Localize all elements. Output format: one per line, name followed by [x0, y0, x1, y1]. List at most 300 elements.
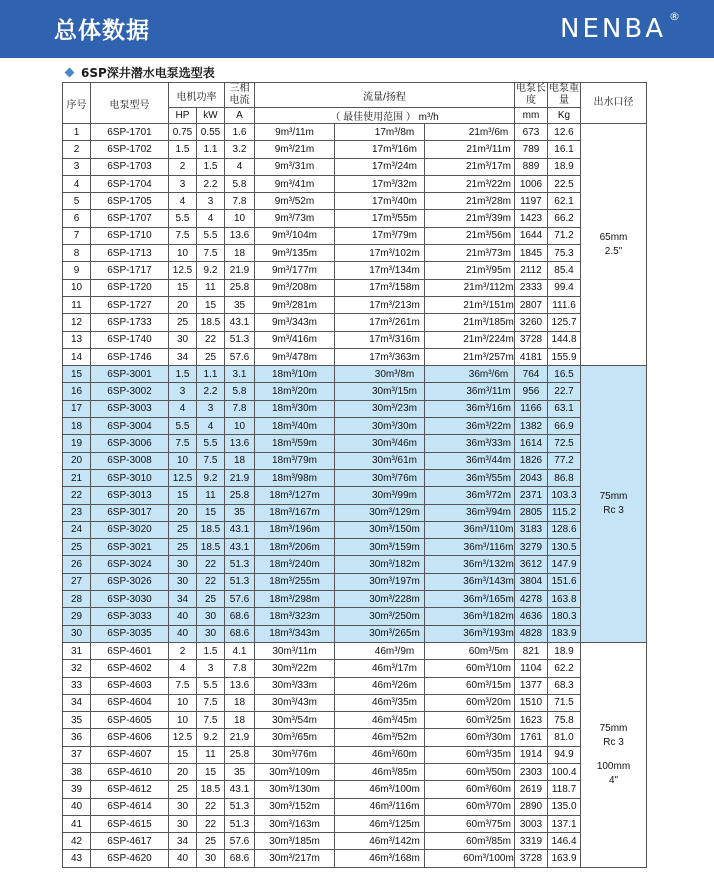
table-row [63, 314, 647, 331]
cell-hp: 20 [169, 504, 197, 521]
cell-flow-3: 60m³/15m [425, 677, 515, 694]
cell-flow-1: 9m³/52m [255, 193, 335, 210]
cell-model: 6SP-1740 [91, 331, 169, 348]
cell-seq: 16 [63, 383, 91, 400]
cell-amp: 51.3 [225, 815, 255, 832]
cell-hp: 25 [169, 781, 197, 798]
table-row [63, 833, 647, 850]
cell-length: 1382 [515, 418, 548, 435]
table-row [63, 418, 647, 435]
cell-weight: 118.7 [548, 781, 581, 798]
cell-flow-3: 21m³/95m [425, 262, 515, 279]
cell-amp: 13.6 [225, 227, 255, 244]
table-row [63, 141, 647, 158]
cell-amp: 57.6 [225, 833, 255, 850]
cell-length: 2112 [515, 262, 548, 279]
cell-flow-1: 9m³/478m [255, 348, 335, 365]
cell-amp: 43.1 [225, 781, 255, 798]
cell-flow-3: 36m³/165m [425, 591, 515, 608]
outlet-line: 2.5" [604, 245, 623, 257]
cell-flow-2: 46m³/52m [335, 729, 425, 746]
cell-kw: 9.2 [197, 469, 225, 486]
cell-weight: 137.1 [548, 815, 581, 832]
cell-flow-2: 46m³/35m [335, 694, 425, 711]
cell-weight: 183.9 [548, 625, 581, 642]
cell-outlet [581, 366, 647, 643]
cell-hp: 5.5 [169, 210, 197, 227]
cell-kw: 3 [197, 660, 225, 677]
cell-flow-2: 30m³/228m [335, 591, 425, 608]
outlet-line: Rc 3 [603, 736, 624, 748]
cell-amp: 68.6 [225, 608, 255, 625]
cell-seq: 30 [63, 625, 91, 642]
header-hp: HP [169, 108, 197, 124]
table-row [63, 296, 647, 313]
cell-length: 3260 [515, 314, 548, 331]
cell-hp: 7.5 [169, 677, 197, 694]
brand-logo: NENBA [560, 14, 666, 44]
cell-weight: 146.4 [548, 833, 581, 850]
table-row [63, 677, 647, 694]
cell-flow-3: 36m³/94m [425, 504, 515, 521]
table-row [63, 798, 647, 815]
cell-flow-1: 30m³/163m [255, 815, 335, 832]
table-row [63, 850, 647, 867]
cell-flow-3: 36m³/143m [425, 573, 515, 590]
cell-weight: 100.4 [548, 763, 581, 780]
cell-weight: 71.5 [548, 694, 581, 711]
cell-flow-1: 9m³/343m [255, 314, 335, 331]
cell-flow-2: 17m³/158m [335, 279, 425, 296]
cell-hp: 30 [169, 573, 197, 590]
cell-hp: 1.5 [169, 141, 197, 158]
cell-flow-1: 18m³/255m [255, 573, 335, 590]
cell-model: 6SP-1746 [91, 348, 169, 365]
cell-model: 6SP-4607 [91, 746, 169, 763]
cell-model: 6SP-3024 [91, 556, 169, 573]
cell-weight: 180.3 [548, 608, 581, 625]
table-body [63, 124, 647, 868]
cell-model: 6SP-3026 [91, 573, 169, 590]
cell-kw: 25 [197, 591, 225, 608]
cell-flow-1: 18m³/240m [255, 556, 335, 573]
cell-hp: 34 [169, 591, 197, 608]
cell-amp: 5.8 [225, 383, 255, 400]
cell-amp: 13.6 [225, 435, 255, 452]
cell-hp: 40 [169, 608, 197, 625]
cell-flow-1: 9m³/21m [255, 141, 335, 158]
cell-seq: 5 [63, 193, 91, 210]
cell-length: 1166 [515, 400, 548, 417]
cell-flow-3: 36m³/110m [425, 521, 515, 538]
cell-flow-3: 21m³/28m [425, 193, 515, 210]
cell-flow-2: 30m³/250m [335, 608, 425, 625]
cell-length: 1614 [515, 435, 548, 452]
cell-flow-2: 17m³/24m [335, 158, 425, 175]
cell-weight: 86.8 [548, 469, 581, 486]
cell-model: 6SP-4604 [91, 694, 169, 711]
table-row [63, 591, 647, 608]
cell-length: 1006 [515, 175, 548, 192]
section-title: 6SP深井潜水电泵选型表 [81, 66, 215, 80]
cell-flow-1: 9m³/73m [255, 210, 335, 227]
cell-seq: 21 [63, 469, 91, 486]
cell-hp: 10 [169, 712, 197, 729]
cell-kw: 7.5 [197, 694, 225, 711]
cell-weight: 68.3 [548, 677, 581, 694]
cell-kw: 3 [197, 193, 225, 210]
cell-hp: 25 [169, 314, 197, 331]
cell-amp: 43.1 [225, 314, 255, 331]
cell-amp: 5.8 [225, 175, 255, 192]
cell-length: 2371 [515, 487, 548, 504]
cell-length: 2333 [515, 279, 548, 296]
cell-kw: 3 [197, 400, 225, 417]
header-outlet: 出水口径 [581, 83, 647, 124]
cell-kw: 7.5 [197, 245, 225, 262]
registered-mark: ® [669, 10, 680, 23]
cell-amp: 25.8 [225, 746, 255, 763]
cell-flow-1: 18m³/98m [255, 469, 335, 486]
cell-amp: 68.6 [225, 850, 255, 867]
header-weight: 电泵重量 [549, 83, 579, 106]
cell-kw: 18.5 [197, 314, 225, 331]
cell-flow-2: 30m³/99m [335, 487, 425, 504]
cell-length: 1377 [515, 677, 548, 694]
cell-hp: 40 [169, 850, 197, 867]
page-title: 总体数据 [54, 18, 150, 44]
cell-flow-2: 46m³/116m [335, 798, 425, 815]
cell-kw: 25 [197, 348, 225, 365]
cell-flow-3: 60m³/35m [425, 746, 515, 763]
cell-weight: 72.5 [548, 435, 581, 452]
cell-kw: 22 [197, 556, 225, 573]
cell-model: 6SP-4617 [91, 833, 169, 850]
cell-flow-2: 17m³/32m [335, 175, 425, 192]
cell-length: 4636 [515, 608, 548, 625]
cell-model: 6SP-1713 [91, 245, 169, 262]
cell-weight: 16.1 [548, 141, 581, 158]
cell-seq: 27 [63, 573, 91, 590]
cell-flow-1: 30m³/109m [255, 763, 335, 780]
cell-length: 3003 [515, 815, 548, 832]
cell-hp: 30 [169, 798, 197, 815]
cell-model: 6SP-3004 [91, 418, 169, 435]
cell-weight: 99.4 [548, 279, 581, 296]
cell-hp: 12.5 [169, 729, 197, 746]
cell-model: 6SP-1707 [91, 210, 169, 227]
cell-model: 6SP-3001 [91, 366, 169, 383]
cell-flow-1: 9m³/281m [255, 296, 335, 313]
cell-model: 6SP-1705 [91, 193, 169, 210]
section-heading [66, 64, 215, 81]
table-row [63, 210, 647, 227]
header-current: 三相电流 [225, 83, 255, 108]
cell-outlet [581, 642, 647, 867]
cell-kw: 1.5 [197, 642, 225, 659]
cell-model: 6SP-1720 [91, 279, 169, 296]
cell-seq: 14 [63, 348, 91, 365]
cell-length: 1914 [515, 746, 548, 763]
cell-length: 956 [515, 383, 548, 400]
cell-kw: 11 [197, 746, 225, 763]
cell-seq: 37 [63, 746, 91, 763]
table-row [63, 487, 647, 504]
cell-flow-1: 18m³/323m [255, 608, 335, 625]
cell-hp: 30 [169, 556, 197, 573]
table-row [63, 608, 647, 625]
cell-kw: 5.5 [197, 435, 225, 452]
table-row [63, 521, 647, 538]
cell-amp: 21.9 [225, 469, 255, 486]
cell-flow-3: 36m³/116m [425, 539, 515, 556]
cell-hp: 10 [169, 245, 197, 262]
table-row [63, 781, 647, 798]
cell-weight: 16.5 [548, 366, 581, 383]
cell-hp: 2 [169, 642, 197, 659]
cell-weight: 81.0 [548, 729, 581, 746]
cell-hp: 20 [169, 763, 197, 780]
cell-weight: 12.6 [548, 124, 581, 141]
cell-amp: 4 [225, 158, 255, 175]
cell-flow-1: 30m³/217m [255, 850, 335, 867]
cell-amp: 1.6 [225, 124, 255, 141]
cell-amp: 25.8 [225, 279, 255, 296]
cell-hp: 30 [169, 815, 197, 832]
cell-flow-3: 36m³/72m [425, 487, 515, 504]
cell-flow-3: 21m³/112m [425, 279, 515, 296]
cell-model: 6SP-3020 [91, 521, 169, 538]
cell-weight: 62.1 [548, 193, 581, 210]
cell-flow-3: 36m³/193m [425, 625, 515, 642]
cell-length: 2807 [515, 296, 548, 313]
cell-seq: 15 [63, 366, 91, 383]
cell-amp: 35 [225, 763, 255, 780]
cell-weight: 62.2 [548, 660, 581, 677]
header-amp: A [225, 108, 255, 124]
cell-kw: 11 [197, 279, 225, 296]
cell-length: 2890 [515, 798, 548, 815]
header-model: 电泵型号 [91, 83, 169, 124]
cell-length: 3612 [515, 556, 548, 573]
cell-seq: 20 [63, 452, 91, 469]
cell-model: 6SP-1701 [91, 124, 169, 141]
cell-seq: 25 [63, 539, 91, 556]
outlet-line: 75mm [599, 491, 628, 503]
table-row [63, 469, 647, 486]
cell-amp: 51.3 [225, 556, 255, 573]
cell-seq: 4 [63, 175, 91, 192]
cell-weight: 103.3 [548, 487, 581, 504]
cell-flow-3: 36m³/33m [425, 435, 515, 452]
cell-flow-2: 30m³/265m [335, 625, 425, 642]
cell-amp: 51.3 [225, 331, 255, 348]
cell-amp: 13.6 [225, 677, 255, 694]
table-row [63, 366, 647, 383]
cell-weight: 75.3 [548, 245, 581, 262]
cell-kw: 22 [197, 331, 225, 348]
cell-weight: 94.9 [548, 746, 581, 763]
cell-seq: 39 [63, 781, 91, 798]
cell-hp: 10 [169, 452, 197, 469]
cell-amp: 21.9 [225, 262, 255, 279]
cell-amp: 57.6 [225, 591, 255, 608]
cell-hp: 10 [169, 694, 197, 711]
cell-kw: 1.1 [197, 141, 225, 158]
outlet-line [581, 750, 646, 760]
cell-model: 6SP-3002 [91, 383, 169, 400]
cell-length: 3728 [515, 331, 548, 348]
cell-seq: 19 [63, 435, 91, 452]
cell-weight: 128.6 [548, 521, 581, 538]
cell-weight: 125.7 [548, 314, 581, 331]
cell-length: 2043 [515, 469, 548, 486]
cell-seq: 34 [63, 694, 91, 711]
cell-weight: 18.9 [548, 642, 581, 659]
cell-kw: 15 [197, 296, 225, 313]
cell-flow-2: 46m³/9m [335, 642, 425, 659]
table-row [63, 227, 647, 244]
cell-amp: 43.1 [225, 521, 255, 538]
cell-length: 673 [515, 124, 548, 141]
cell-weight: 163.9 [548, 850, 581, 867]
cell-kw: 18.5 [197, 781, 225, 798]
cell-model: 6SP-3021 [91, 539, 169, 556]
cell-seq: 43 [63, 850, 91, 867]
cell-flow-2: 30m³/23m [335, 400, 425, 417]
cell-amp: 7.8 [225, 193, 255, 210]
cell-flow-1: 9m³/11m [255, 124, 335, 141]
cell-length: 1845 [515, 245, 548, 262]
cell-model: 6SP-3017 [91, 504, 169, 521]
cell-weight: 18.9 [548, 158, 581, 175]
cell-flow-2: 30m³/46m [335, 435, 425, 452]
cell-model: 6SP-1702 [91, 141, 169, 158]
cell-model: 6SP-4615 [91, 815, 169, 832]
cell-flow-1: 30m³/43m [255, 694, 335, 711]
cell-length: 1104 [515, 660, 548, 677]
cell-seq: 28 [63, 591, 91, 608]
cell-kw: 15 [197, 504, 225, 521]
cell-flow-1: 18m³/20m [255, 383, 335, 400]
cell-seq: 11 [63, 296, 91, 313]
cell-model: 6SP-4603 [91, 677, 169, 694]
cell-weight: 111.6 [548, 296, 581, 313]
cell-amp: 68.6 [225, 625, 255, 642]
cell-flow-1: 18m³/40m [255, 418, 335, 435]
cell-hp: 12.5 [169, 469, 197, 486]
cell-amp: 43.1 [225, 539, 255, 556]
cell-seq: 13 [63, 331, 91, 348]
table-row [63, 400, 647, 417]
cell-flow-3: 60m³/25m [425, 712, 515, 729]
table-row [63, 660, 647, 677]
cell-amp: 21.9 [225, 729, 255, 746]
cell-length: 1423 [515, 210, 548, 227]
outlet-line: 75mm [599, 722, 628, 734]
cell-hp: 3 [169, 383, 197, 400]
cell-length: 1644 [515, 227, 548, 244]
cell-seq: 2 [63, 141, 91, 158]
cell-weight: 151.6 [548, 573, 581, 590]
cell-flow-2: 46m³/26m [335, 677, 425, 694]
table-row [63, 124, 647, 141]
cell-flow-3: 60m³/10m [425, 660, 515, 677]
cell-seq: 23 [63, 504, 91, 521]
cell-amp: 35 [225, 296, 255, 313]
cell-hp: 2 [169, 158, 197, 175]
page-header [0, 0, 714, 58]
cell-length: 2619 [515, 781, 548, 798]
cell-amp: 7.8 [225, 660, 255, 677]
cell-kw: 11 [197, 487, 225, 504]
cell-weight: 155.9 [548, 348, 581, 365]
cell-amp: 3.1 [225, 366, 255, 383]
table-row [63, 712, 647, 729]
table-row [63, 331, 647, 348]
cell-flow-3: 21m³/151m [425, 296, 515, 313]
cell-flow-1: 9m³/104m [255, 227, 335, 244]
cell-flow-1: 18m³/206m [255, 539, 335, 556]
table-row [63, 556, 647, 573]
cell-length: 4278 [515, 591, 548, 608]
cell-length: 4828 [515, 625, 548, 642]
cell-amp: 18 [225, 245, 255, 262]
cell-flow-1: 30m³/33m [255, 677, 335, 694]
cell-seq: 9 [63, 262, 91, 279]
cell-flow-3: 21m³/22m [425, 175, 515, 192]
cell-model: 6SP-3006 [91, 435, 169, 452]
cell-flow-2: 17m³/261m [335, 314, 425, 331]
cell-seq: 32 [63, 660, 91, 677]
cell-length: 3183 [515, 521, 548, 538]
cell-length: 2805 [515, 504, 548, 521]
cell-model: 6SP-4602 [91, 660, 169, 677]
cell-flow-1: 30m³/11m [255, 642, 335, 659]
cell-length: 764 [515, 366, 548, 383]
cell-kw: 2.2 [197, 383, 225, 400]
cell-flow-3: 21m³/6m [425, 124, 515, 141]
cell-amp: 10 [225, 210, 255, 227]
cell-weight: 130.5 [548, 539, 581, 556]
cell-flow-2: 17m³/79m [335, 227, 425, 244]
table-row [63, 279, 647, 296]
cell-flow-1: 9m³/135m [255, 245, 335, 262]
cell-hp: 15 [169, 279, 197, 296]
cell-flow-2: 46m³/100m [335, 781, 425, 798]
cell-flow-3: 36m³/44m [425, 452, 515, 469]
cell-weight: 66.9 [548, 418, 581, 435]
cell-length: 3804 [515, 573, 548, 590]
cell-hp: 20 [169, 296, 197, 313]
cell-kw: 18.5 [197, 539, 225, 556]
cell-flow-2: 46m³/142m [335, 833, 425, 850]
cell-flow-2: 30m³/15m [335, 383, 425, 400]
header-kw: kW [197, 108, 225, 124]
cell-kw: 30 [197, 608, 225, 625]
cell-flow-2: 17m³/102m [335, 245, 425, 262]
cell-kw: 22 [197, 798, 225, 815]
cell-hp: 12.5 [169, 262, 197, 279]
cell-weight: 135.0 [548, 798, 581, 815]
cell-hp: 15 [169, 487, 197, 504]
cell-flow-2: 46m³/85m [335, 763, 425, 780]
cell-length: 789 [515, 141, 548, 158]
cell-flow-1: 18m³/79m [255, 452, 335, 469]
cell-seq: 41 [63, 815, 91, 832]
cell-outlet [581, 124, 647, 366]
cell-flow-3: 60m³/30m [425, 729, 515, 746]
